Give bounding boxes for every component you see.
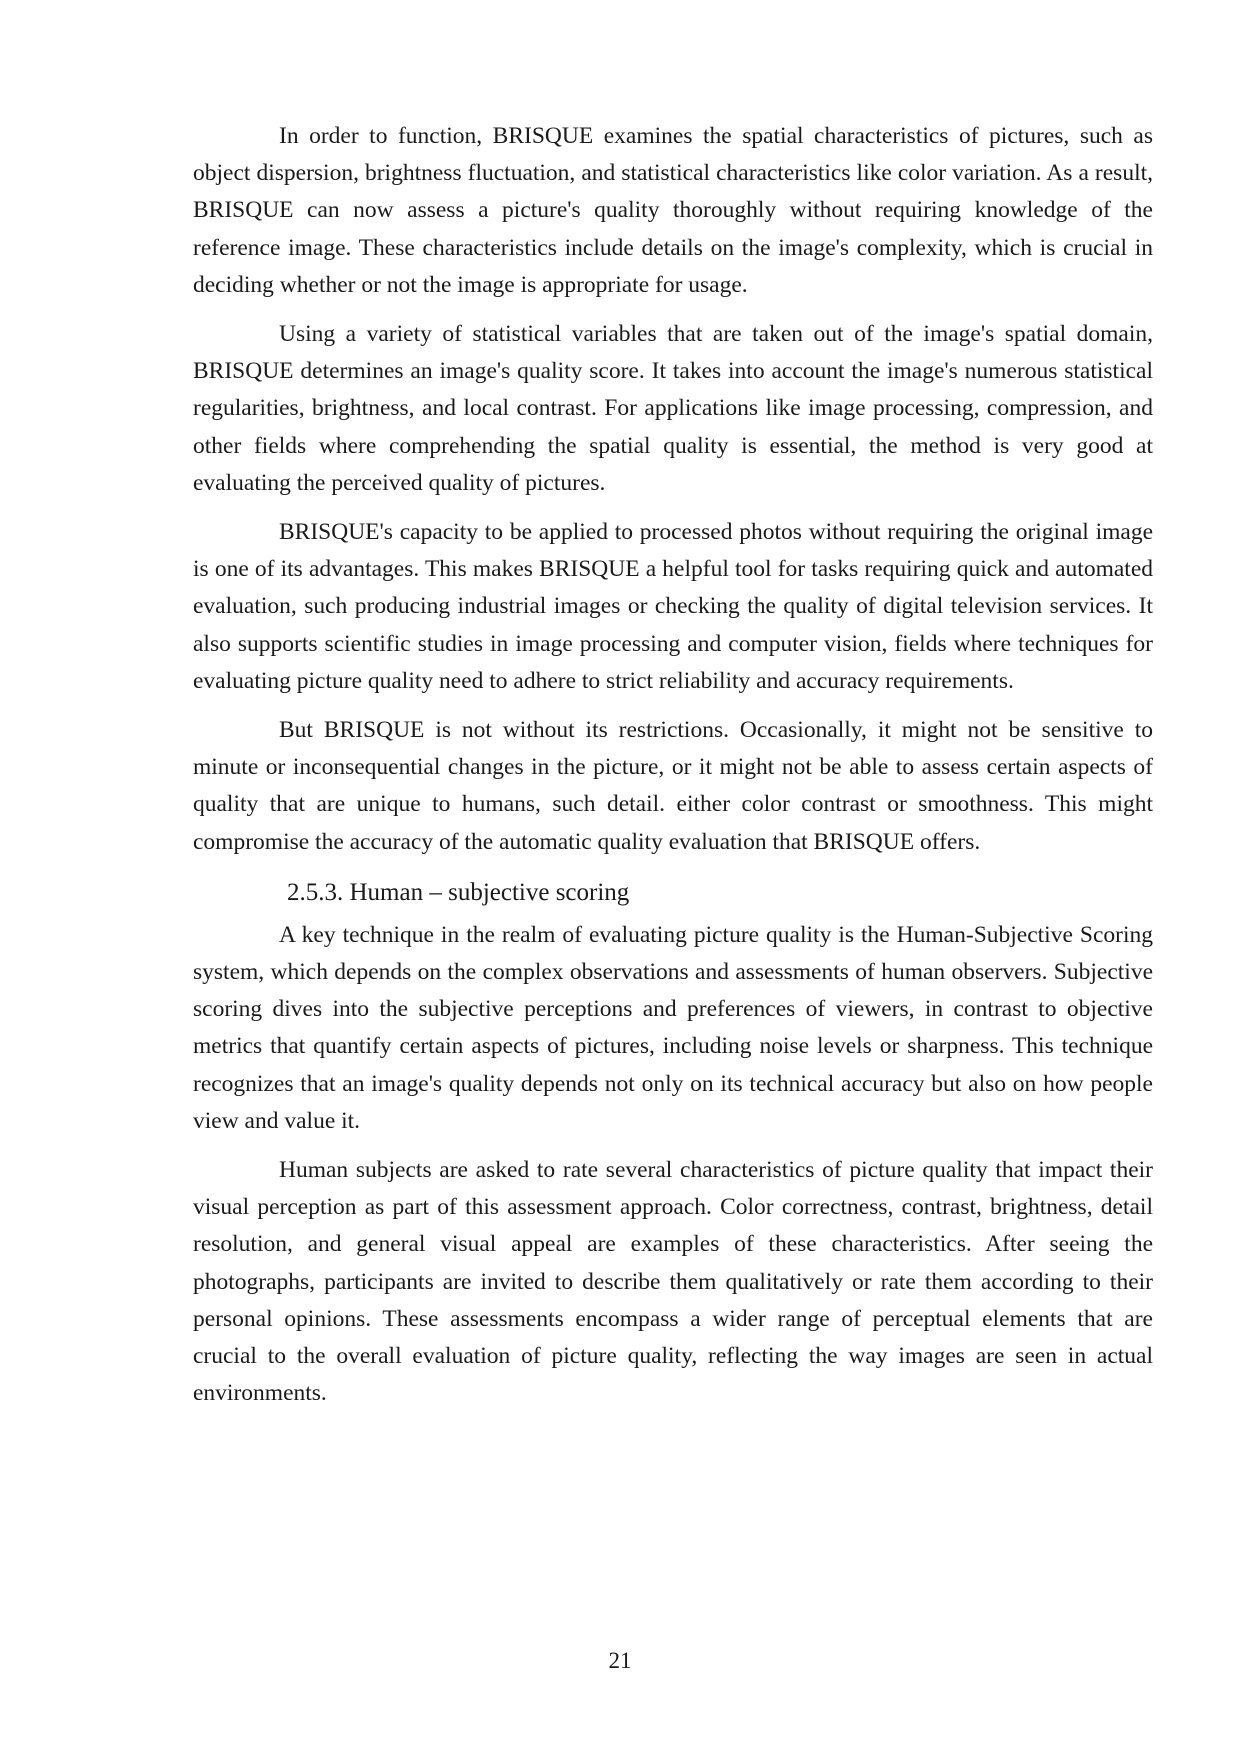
section-heading: 2.5.3. Human – subjective scoring (287, 878, 630, 906)
body-paragraph: In order to function, BRISQUE examines the spatial characteristics of pictures, such as object dispersion, brightness fluctuation, and statistical characteristics like color variation. As a result, BRISQUE can now assess a picture's quality thoroughly without requiring knowledge of the reference image. These characteristics include details on the image's complexity, which is crucial in deciding whether or not the image is appropriate for usage. (193, 123, 1153, 298)
body-paragraph: But BRISQUE is not without its restrictions. Occasionally, it might not be sensitive to minute or inconsequential changes in the picture, or it might not be able to assess certain aspects of quality that are unique to humans, such detail. either color contrast or smoothness. This might compromise the accuracy of the automatic quality evaluation that BRISQUE offers. (193, 717, 1153, 855)
page-body (193, 118, 1153, 1425)
page-number: 21 (608, 1648, 632, 1673)
body-paragraph: A key technique in the realm of evaluating picture quality is the Human-Subjective Scoring system, which depends on the complex observations and assessments of human observers. Subjective scoring dives into the subjective perceptions and preferences of viewers, in contrast to objective metrics that quantify certain aspects of pictures, including noise levels or sharpness. This technique recognizes that an image's quality depends not only on its technical accuracy but also on how people view and value it. (193, 921, 1153, 1134)
body-paragraph: Human subjects are asked to rate several characteristics of picture quality that impact their visual perception as part of this assessment approach. Color correctness, contrast, brightness, detail resolution, and general visual appeal are examples of these characteristics. After seeing the photographs, participants are invited to describe them qualitatively or rate them according to their personal opinions. These assessments encompass a wider range of perceptual elements that are crucial to the overall evaluation of picture quality, reflecting the way images are seen in actual environments. (193, 1157, 1153, 1407)
body-paragraph: BRISQUE's capacity to be applied to processed photos without requiring the original image is one of its advantages. This makes BRISQUE a helpful tool for tasks requiring quick and automated evaluation, such producing industrial images or checking the quality of digital television services. It also supports scientific studies in image processing and computer vision, fields where techniques for evaluating picture quality need to adhere to strict reliability and accuracy requirements. (193, 519, 1153, 694)
body-paragraph: Using a variety of statistical variables that are taken out of the image's spatial domain, BRISQUE determines an image's quality score. It takes into account the image's numerous statistical regularities, brightness, and local contrast. For applications like image processing, compression, and other fields where comprehending the spatial quality is essential, the method is very good at evaluating the perceived quality of pictures. (193, 321, 1153, 496)
